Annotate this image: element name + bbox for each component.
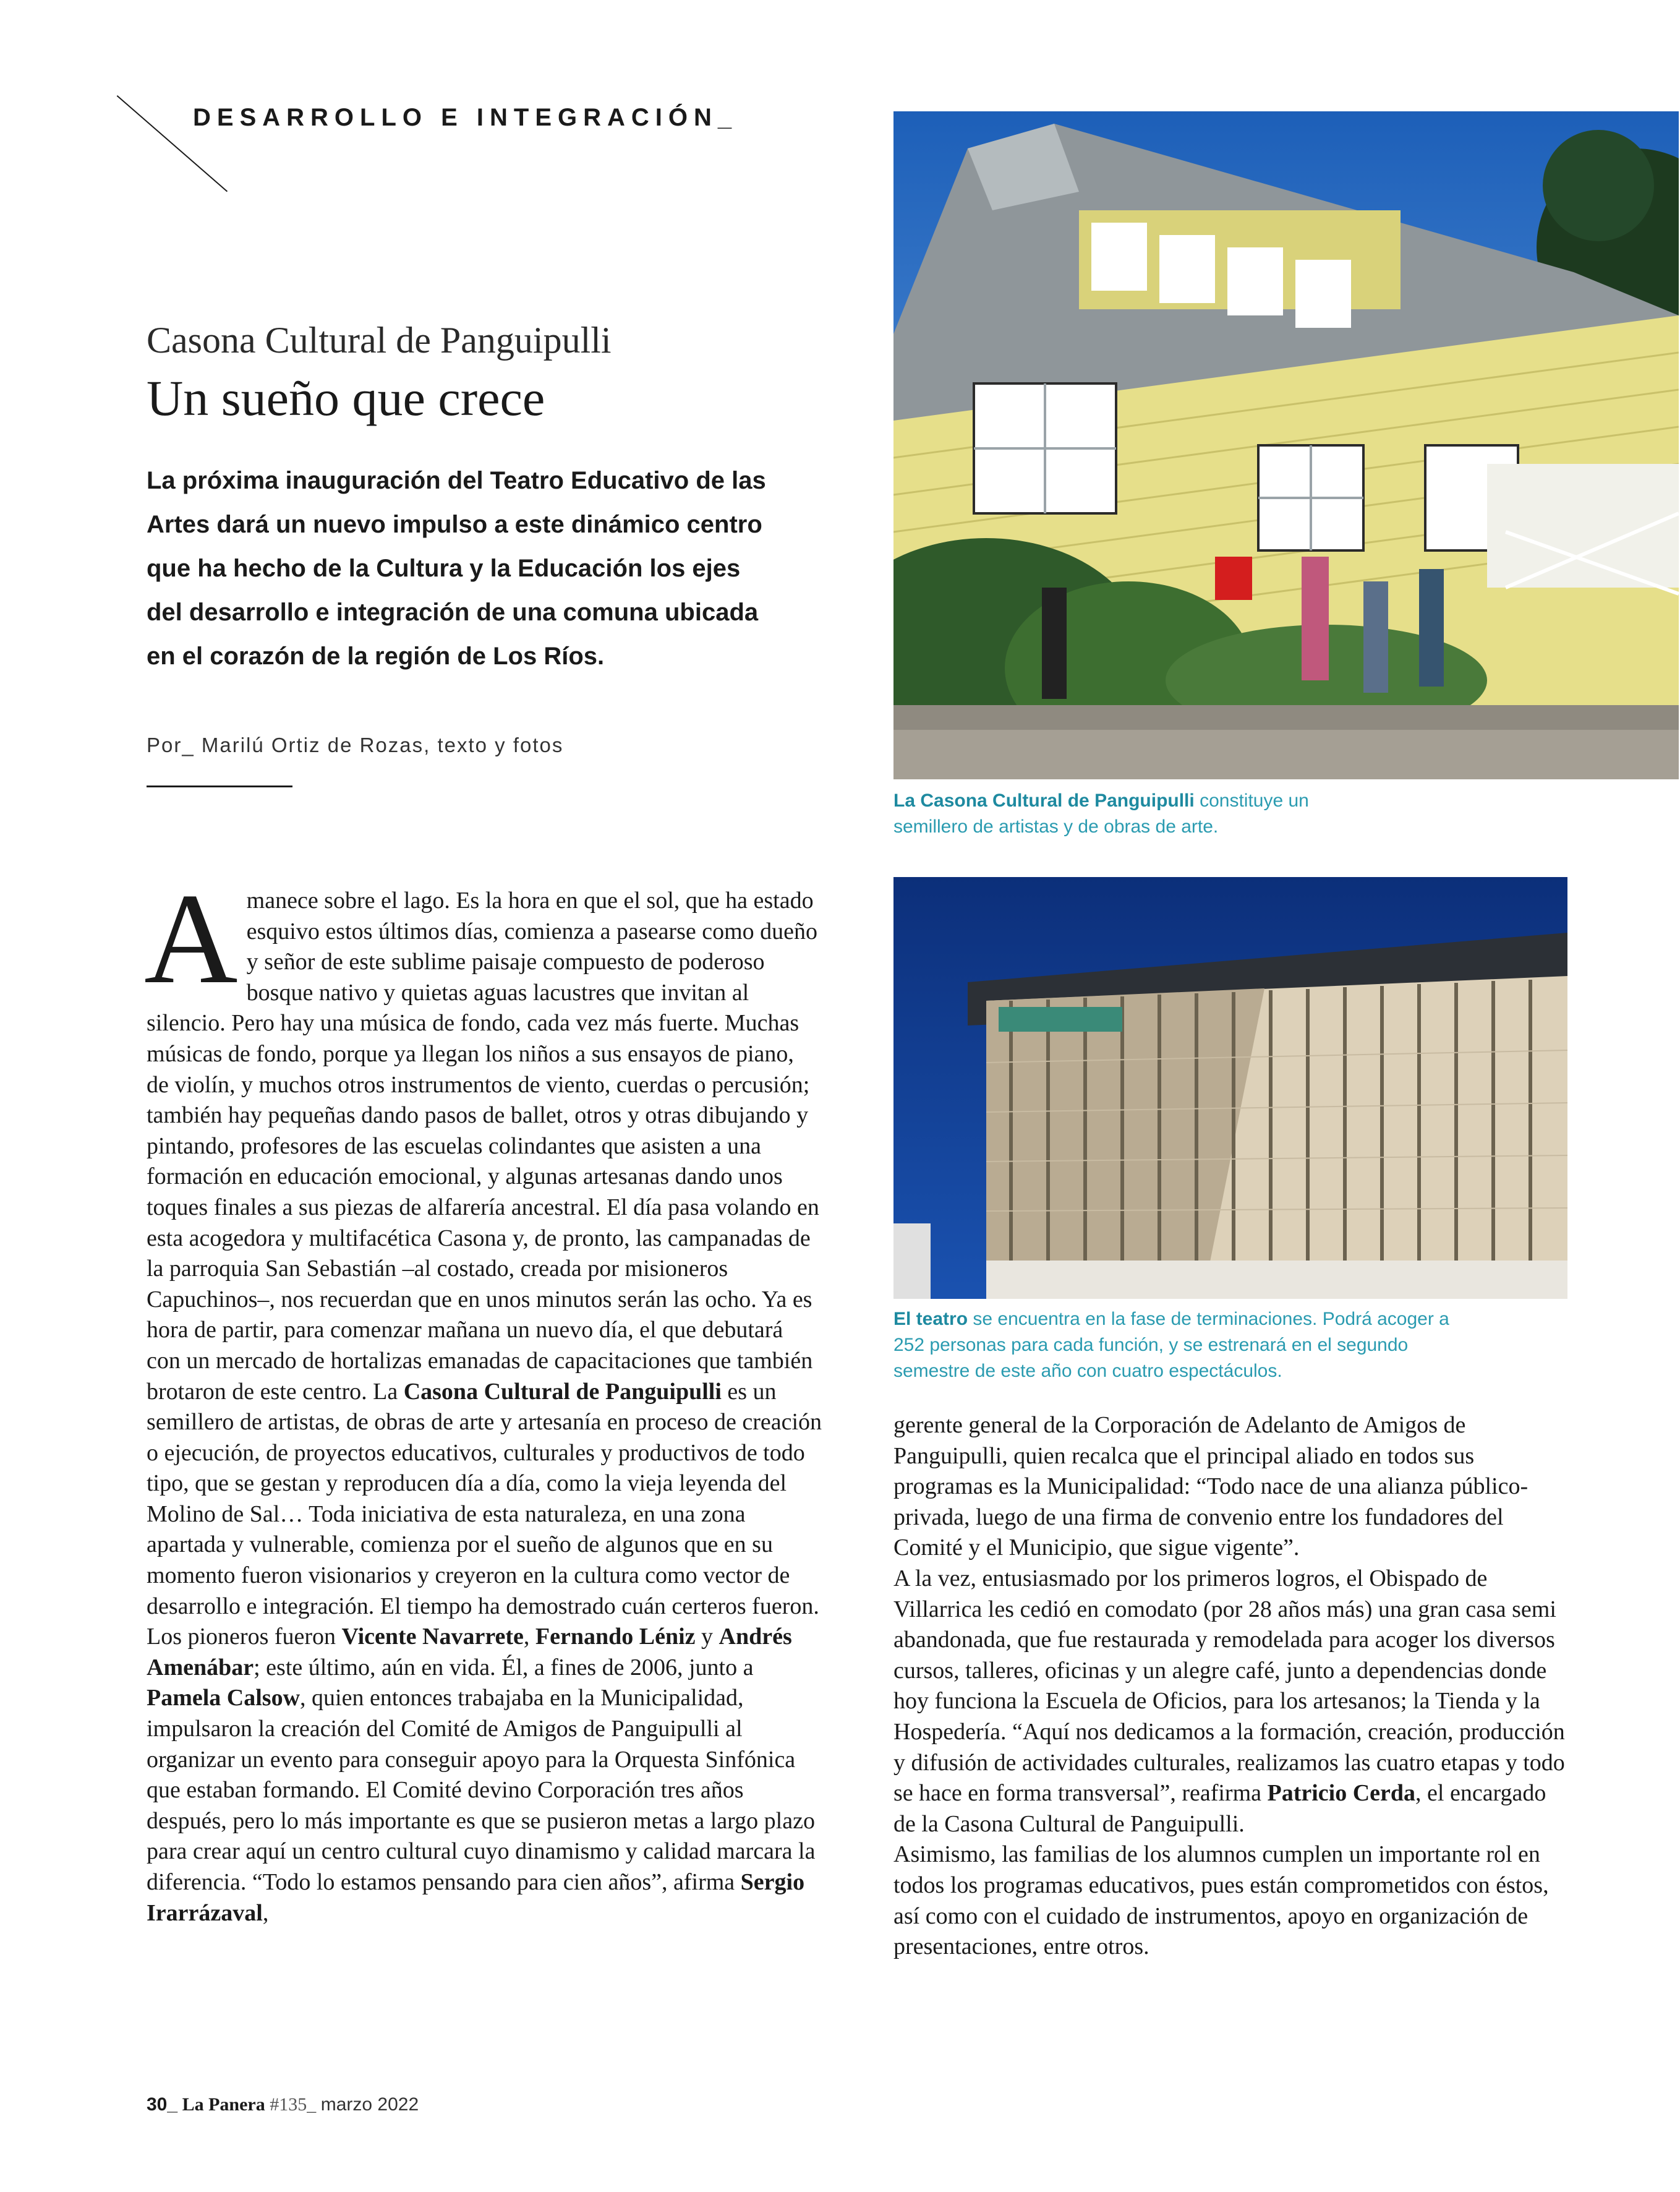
caption-bold: La Casona Cultural de Panguipulli: [893, 790, 1195, 811]
body-text: , el encargado de la Casona Cultural de Panguipulli.: [893, 1780, 1546, 1837]
article-byline: Por_ Marilú Ortiz de Rozas, texto y fotos: [147, 734, 564, 756]
page-footer: [147, 2094, 419, 2115]
body-text: , quien entonces trabajaba en la Municipalidad, impulsaron la creación del Comité de Amigos de Panguipulli al organizar un evento para conseguir apoyo para la Orquesta Sinfónica que estaban formando. El Comité devino Corporación tres años después, pero lo más importante es que se pusieron metas a largo plazo para crear aquí un centro cultural cuyo dinamismo y calidad marcara la diferencia. “Todo lo estamos pensando para cien años”, afirma: [147, 1685, 816, 1895]
body-column-1: [144, 867, 822, 1929]
magazine-name: La Panera: [182, 2094, 265, 2115]
person-name: Sergio Irarrázaval: [147, 1869, 805, 1926]
body-paragraph: gerente general de la Corporación de Adelanto de Amigos de Panguipulli, quien recalca que el principal aliado en todos sus programas es la Municipalidad: “Todo nace de una alianza público-privada, luego de una firma de convenio entre los fundadores del Comité y el Municipio, que sigue vigente”.: [893, 1412, 1529, 1561]
article-lead: La próxima inauguración del Teatro Educativo de las Artes dará un nuevo impulso a este dinámico centro que ha hecho de la Cultura y la Educación los ejes del desarrollo e integración de una comuna ubicada en el corazón de la región de Los Ríos.: [147, 467, 766, 670]
body-column-2: [893, 1410, 1569, 1963]
body-text: A la vez, entusiasmado por los primeros logros, el Obispado de Villarrica les cedió en comodato (por 28 años más) una gran casa semi abandonada, que fue restaurada y remodelada para acoger los diversos cursos, talleres, oficinas y un alegre café, junto a dependencias donde hoy funciona la Escuela de Oficios, para los artesanos; la Tienda y la Hospedería. “Aquí nos dedicamos a la formación, creación, producción y difusión de actividades culturales, realizamos las cuatro etapas y todo se hace en forma transversal”, reafirma: [893, 1565, 1565, 1807]
article-subtitle: Un sueño que crece: [147, 370, 545, 426]
casona-photo: [893, 111, 1679, 779]
body-text: y: [695, 1624, 719, 1650]
caption-text: se encuentra en la fase de terminaciones. Podrá acoger a 252 personas para cada función, y se estrenará en el segundo semestre de este año con cuatro espectáculos.: [893, 1309, 1449, 1381]
body-paragraph: Asimismo, las familias de los alumnos cumplen un importante rol en todos los programas educativos, pues están comprometidos con éstos, así como con el cuidado de instrumentos, apoyo en organización de presentaciones, entre otros.: [893, 1841, 1549, 1960]
person-name: Andrés Amenábar: [147, 1624, 792, 1680]
photo-caption-teatro: [893, 1306, 1450, 1384]
body-paragraph: [893, 1564, 1569, 1839]
person-name: Vicente Navarrete: [341, 1624, 524, 1650]
article-title: Casona Cultural de Panguipulli: [147, 320, 612, 361]
issue-date: marzo 2022: [320, 2094, 419, 2115]
byline-divider: [147, 786, 292, 787]
person-name: Pamela Calsow: [147, 1685, 301, 1711]
person-name: Patricio Cerda: [1267, 1780, 1416, 1807]
body-paragraph: [144, 867, 822, 1929]
caption-bold: El teatro: [893, 1309, 968, 1329]
body-text: ,: [262, 1899, 269, 1926]
body-text: ; este último, aún en vida. Él, a fines de 2006, junto a: [254, 1654, 754, 1680]
section-label: DESARROLLO E INTEGRACIÓN_: [193, 104, 738, 131]
person-name: Fernando Léniz: [535, 1624, 696, 1650]
caption-text: constituye un semillero de artistas y de obras de arte.: [893, 790, 1309, 837]
issue-number: #135_: [270, 2094, 317, 2115]
page-number: 30_: [147, 2094, 178, 2115]
body-text: es un semillero de artistas, de obras de arte y artesanía en proceso de creación o ejecución, de proyectos educativos, culturales y productivos de todo tipo, que se gestan y reproducen día a día, como la vieja leyenda del Molino de Sal… Toda iniciativa de esta naturaleza, en una zona apartada y vulnerable, comienza por el sueño de algunos que en su momento fueron visionarios y creyeron en la cultura como vector de desarrollo e integración. El tiempo ha demostrado cuán certeros fueron. Los pioneros fueron: [147, 1378, 822, 1650]
photo-caption-casona: [893, 788, 1326, 840]
body-text: manece sobre el lago. Es la hora en que el sol, que ha estado esquivo estos últimos días, comienza a pasearse como dueño y señor de este sublime paisaje compuesto de poderoso bosque nativo y quietas aguas lacustres que invitan al silencio. Pero hay una música de fondo, cada vez más fuerte. Muchas músicas de fondo, porque ya llegan los niños a sus ensayos de piano, de violín, y muchos otros instrumentos de viento, cuerdas o percusión; también hay pequeñas dando pasos de ballet, otros y otras dibujando y pintando, profesores de las escuelas colindantes que asisten a una formación en educación emocional, y algunas artesanas dando unos toques finales a sus piezas de alfarería ancestral. El día pasa volando en esta acogedora y multifacética Casona y, de pronto, las campanadas de la parroquia San Sebastián –al costado, creada por misioneros Capuchinos–, nos recuerdan que en unos minutos serán las ocho. Ya es hora de partir, para comenzar mañana un nuevo día, el que debutará con un mercado de hortalizas emanadas de capacitaciones que también brotaron de este centro. La: [147, 888, 819, 1405]
teatro-photo: [893, 877, 1567, 1299]
body-bold: Casona Cultural de Panguipulli: [403, 1378, 722, 1405]
drop-cap: A: [144, 867, 238, 1011]
body-text: ,: [523, 1624, 535, 1650]
